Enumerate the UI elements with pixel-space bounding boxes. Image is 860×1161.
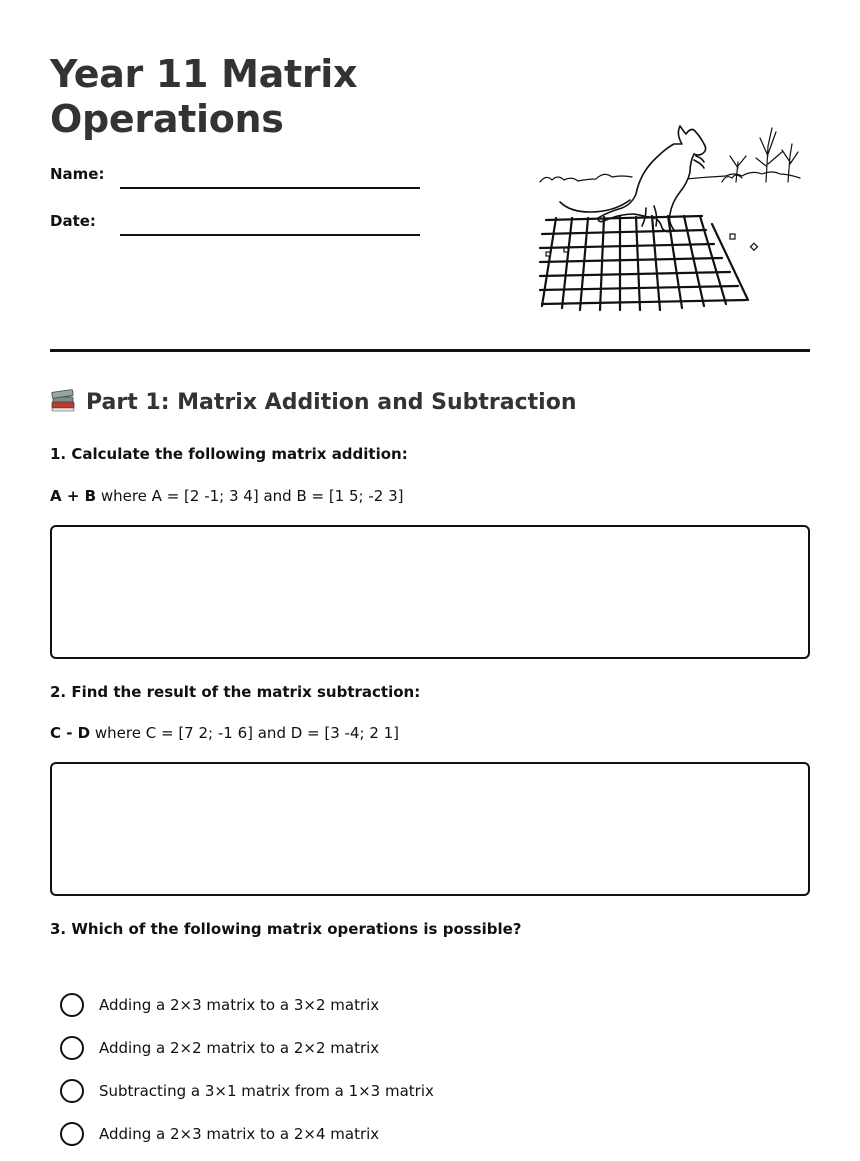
date-line[interactable]	[120, 234, 420, 236]
books-icon	[50, 387, 76, 413]
question-2-answer-box[interactable]	[50, 762, 810, 896]
title-line-2: Operations	[50, 97, 284, 141]
question-1-text	[50, 487, 403, 505]
name-label: Name:	[50, 165, 105, 183]
worksheet-page	[50, 0, 810, 1161]
radio-option-2[interactable]	[60, 1036, 84, 1060]
name-field-row	[50, 165, 104, 183]
question-3-options	[60, 983, 434, 1155]
option-1[interactable]	[60, 983, 434, 1026]
date-label: Date:	[50, 212, 96, 230]
option-3[interactable]	[60, 1069, 434, 1112]
option-4[interactable]	[60, 1112, 434, 1155]
question-1-label: 1. Calculate the following matrix addition:	[50, 445, 408, 463]
part1-heading	[50, 387, 576, 415]
question-2-label: 2. Find the result of the matrix subtraction:	[50, 683, 421, 701]
date-field-row	[50, 212, 96, 230]
option-4-label: Adding a 2×3 matrix to a 2×4 matrix	[99, 1124, 380, 1143]
name-line[interactable]	[120, 187, 420, 189]
option-1-label: Adding a 2×3 matrix to a 3×2 matrix	[99, 995, 380, 1014]
radio-option-4[interactable]	[60, 1122, 84, 1146]
worksheet-title	[50, 52, 357, 142]
question-1-detail: where A = [2 -1; 3 4] and B = [1 5; -2 3]	[96, 487, 404, 505]
question-2-detail: where C = [7 2; -1 6] and D = [3 -4; 2 1]	[90, 724, 400, 742]
question-1-answer-box[interactable]	[50, 525, 810, 659]
option-2-label: Adding a 2×2 matrix to a 2×2 matrix	[99, 1038, 380, 1057]
radio-option-3[interactable]	[60, 1079, 84, 1103]
radio-option-1[interactable]	[60, 993, 84, 1017]
kangaroo-grid-illustration	[536, 116, 806, 316]
option-2[interactable]	[60, 1026, 434, 1069]
question-1-expression: A + B	[50, 487, 97, 505]
question-3-label: 3. Which of the following matrix operations is possible?	[50, 920, 522, 938]
header-divider	[50, 349, 810, 352]
question-2-expression: C - D	[50, 724, 91, 742]
title-line-1: Year 11 Matrix	[50, 52, 358, 96]
question-2-text	[50, 724, 399, 742]
option-3-label: Subtracting a 3×1 matrix from a 1×3 matrix	[99, 1081, 434, 1100]
part1-heading-text: Part 1: Matrix Addition and Subtraction	[86, 390, 577, 415]
